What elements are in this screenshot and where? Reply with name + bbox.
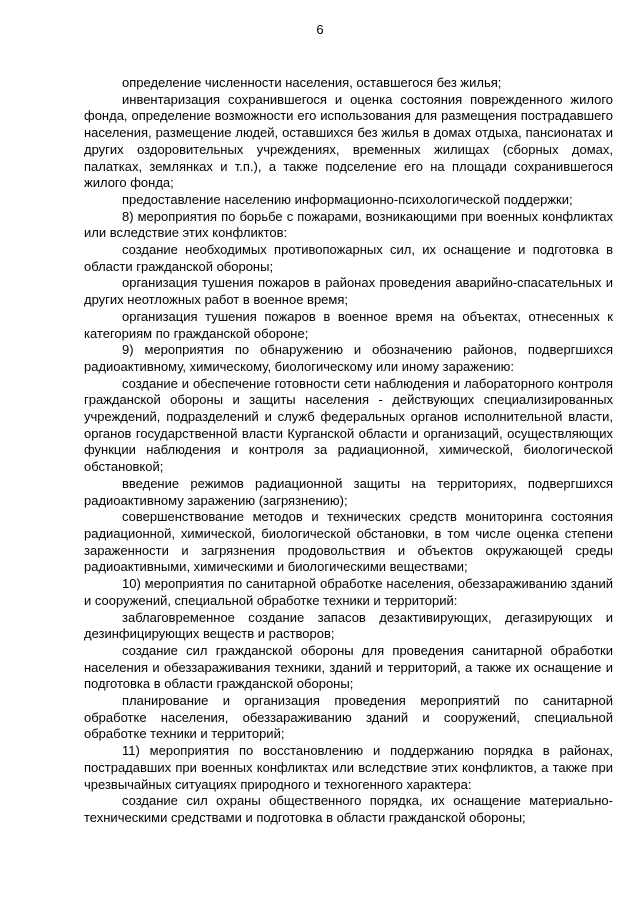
paragraph: 9) мероприятия по обнаружению и обозначению районов, подвергшихся радиоактивному, химическому, биологическому или иному заражению:: [84, 342, 613, 374]
paragraph: организация тушения пожаров в военное время на объектах, отнесенных к категориям по гражданской обороне;: [84, 308, 613, 341]
paragraph: предоставление населению информационно-психологической поддержки;: [122, 191, 573, 207]
paragraph: 8) мероприятия по борьбе с пожарами, возникающими при военных конфликтах или вследствие этих конфликтов:: [84, 208, 613, 241]
document-body: [84, 75, 613, 827]
paragraph: заблаговременное создание запасов дезактивирующих, дегазирующих и дезинфицирующих веществ и растворов;: [84, 609, 613, 642]
paragraph: создание и обеспечение готовности сети наблюдения и лабораторного контроля гражданской обороны и защиты населения - действующих специализированных учреждений, подразделений и служб федеральных органов исполнительной власти, органов государственной власти Курганской области и организаций, осуществляющих функции наблюдения и контроля за радиационной, химической, биологической обстановкой;: [84, 375, 613, 475]
page-number: 6: [316, 22, 324, 37]
paragraph: организация тушения пожаров в районах проведения аварийно-спасательных и других неотложных работ в военное время;: [84, 275, 613, 308]
paragraph: инвентаризация сохранившегося и оценка состояния поврежденного жилого фонда, определение возможности его использования для размещения пострадавшего населения, размещение людей, оставшихся без жилья в домах отдыха, пансионатах и других оздоровительных учреждениях, временных жилищах (сборных домах, палатках, землянках и т.п.), а также подселение его на площади сохранившегося жилого фонда;: [84, 91, 613, 191]
paragraph: создание сил гражданской обороны для проведения санитарной обработки населения и обеззараживания техники, зданий и территорий, а также их оснащение и подготовка в области гражданской обороны;: [84, 642, 613, 692]
paragraph: создание необходимых противопожарных сил, их оснащение и подготовка в области гражданской обороны;: [84, 242, 613, 274]
paragraph: планирование и организация проведения мероприятий по санитарной обработке населения, обеззараживанию зданий и сооружений, специальной обработке техники и территорий;: [84, 693, 613, 742]
paragraph: 10) мероприятия по санитарной обработке населения, обеззараживанию зданий и сооружений, специальной обработке техники и территорий:: [84, 576, 613, 608]
paragraph: 11) мероприятия по восстановлению и поддержанию порядка в районах, пострадавших при военных конфликтах или вследствие этих конфликтов, а также при чрезвычайных ситуациях природного и техногенного характера:: [84, 743, 613, 792]
paragraph: определение численности населения, оставшегося без жилья;: [122, 75, 502, 90]
paragraph: введение режимов радиационной защиты на территориях, подвергшихся радиоактивному заражению (загрязнению);: [84, 475, 613, 508]
paragraph: создание сил охраны общественного порядка, их оснащение материально-техническими средствами и подготовка в области гражданской обороны;: [84, 793, 613, 825]
paragraph: совершенствование методов и технических средств мониторинга состояния радиационной, химической, биологической обстановки, в том числе оценка степени зараженности и загрязнения продовольствия и объектов окружающей среды радиоактивными, химическими и биологическими веществами;: [84, 509, 613, 575]
